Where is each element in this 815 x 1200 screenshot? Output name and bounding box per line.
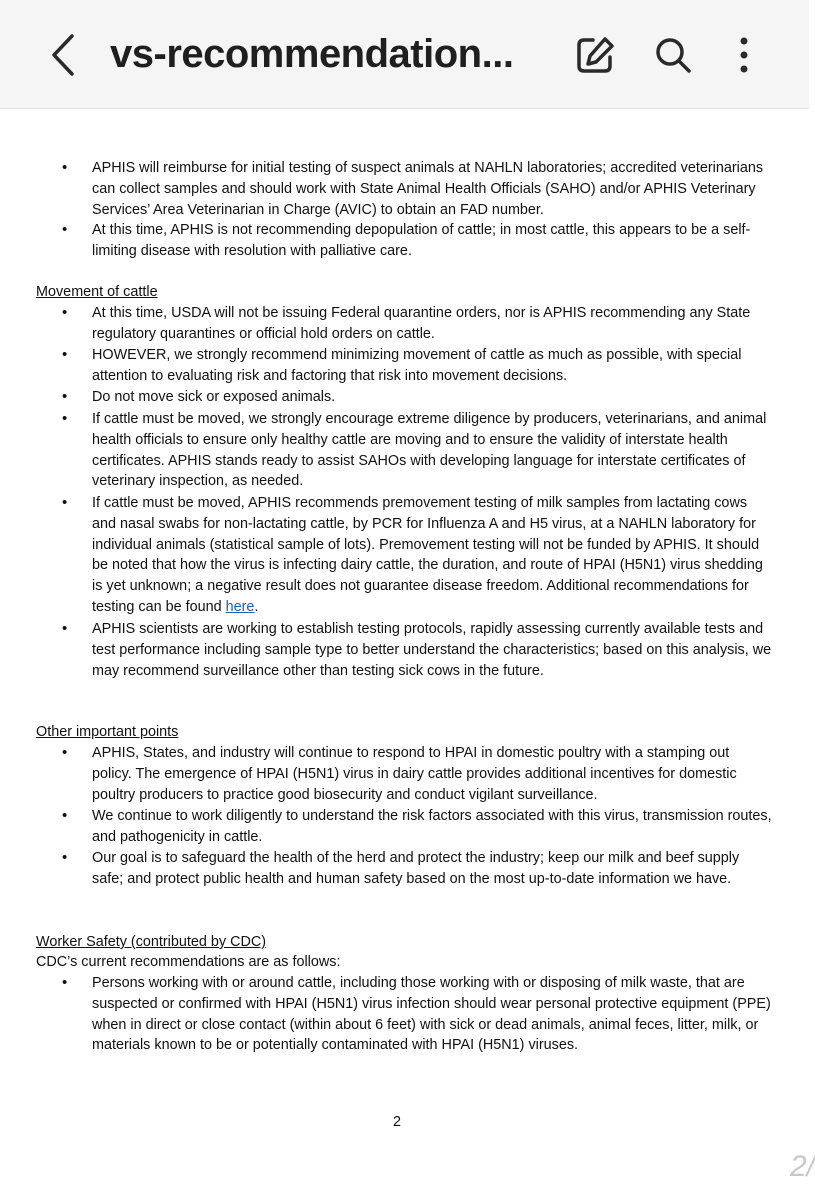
link-suffix: . (254, 598, 259, 615)
bullet-marker: • (62, 744, 68, 761)
testing-recommendations-link[interactable]: here (225, 598, 255, 615)
bullet-marker: • (62, 974, 68, 991)
more-vertical-icon (728, 34, 770, 76)
edit-pencil-icon (574, 34, 616, 76)
app-toolbar (0, 0, 809, 109)
bullet-marker: • (62, 346, 68, 363)
list-item: Our goal is to safeguard the health of the herd and protect the industry; keep our milk and beef supply safe; and protect public health and human safety based on the most up-to-date information we have. (92, 850, 740, 887)
list-item: At this time, APHIS is not recommending depopulation of cattle; in most cattle, this appears to be a self-limiting disease with resolution with palliative care. (92, 222, 751, 259)
page-number: 2 (392, 1114, 401, 1130)
edit-button[interactable] (574, 34, 616, 76)
bullet-marker: • (62, 304, 68, 321)
page-indicator: 2/ (790, 1150, 815, 1183)
document-title: vs-recommendation... (110, 32, 514, 76)
document-page (0, 109, 809, 1200)
list-item: We continue to work diligently to understand the risk factors associated with this virus, transmission routes, and pathogenicity in cattle. (92, 808, 772, 845)
list-item: APHIS scientists are working to establish testing protocols, rapidly assessing currently available tests and test performance including sample type to better understand the characteristics; based on this analysis, we may recommend surveillance other than testing sick cows in the future. (92, 621, 772, 679)
list-item: If cattle must be moved, we strongly encourage extreme diligence by producers, veterinarians, and animal health officials to ensure only healthy cattle are moving and to ensure the validity of interstate health certificates. APHIS stands ready to assist SAHOs with developing language for interstate certificates of veterinary inspection, as needed. (92, 411, 767, 490)
chevron-left-icon (44, 30, 84, 80)
worker-safety-intro: CDC’s current recommendations are as follows: (36, 954, 341, 970)
back-button[interactable] (44, 30, 84, 80)
bullet-marker: • (62, 410, 68, 427)
bullet-marker: • (62, 494, 68, 511)
section-heading-other: Other important points (36, 724, 179, 740)
bullet-marker: • (62, 388, 68, 405)
bullet-marker: • (62, 159, 68, 176)
bullet-marker: • (62, 620, 68, 637)
list-item: At this time, USDA will not be issuing Federal quarantine orders, nor is APHIS recommending any State regulatory quarantines or official hold orders on cattle. (92, 305, 751, 342)
list-item: Do not move sick or exposed animals. (92, 389, 336, 405)
more-options-button[interactable] (728, 34, 770, 76)
list-item: HOWEVER, we strongly recommend minimizing movement of cattle as much as possible, with special attention to evaluating risk and factoring that risk into movement decisions. (92, 347, 742, 384)
list-item: Persons working with or around cattle, including those working with or disposing of milk waste, that are suspected or confirmed with HPAI (H5N1) virus infection should wear personal protective equipment (PPE) when in direct or close contact (within about 6 feet) with sick or dead animals, animal feces, litter, milk, or materials known to be or potentially contaminated with HPAI (H5N1) viruses. (92, 975, 771, 1054)
section-heading-movement: Movement of cattle (36, 284, 158, 300)
bullet-marker: • (62, 221, 68, 238)
section-heading-worker-safety: Worker Safety (contributed by CDC) (36, 934, 267, 950)
list-item: APHIS will reimburse for initial testing of suspect animals at NAHLN laboratories; accredited veterinarians can collect samples and should work with State Animal Health Officials (SAHO) and/or APHIS Veterinary Services’ Area Veterinarian in Charge (AVIC) to obtain an FAD number. (92, 160, 764, 218)
search-icon (652, 34, 694, 76)
list-item: APHIS, States, and industry will continue to respond to HPAI in domestic poultry with a stamping out policy. The emergence of HPAI (H5N1) virus in dairy cattle provides additional incentives for domestic poultry producers to practice good biosecurity and conduct vigilant surveillance. (92, 745, 737, 803)
list-item (92, 493, 772, 618)
bullet-marker: • (62, 807, 68, 824)
list-item-text: If cattle must be moved, APHIS recommends premovement testing of milk samples from lactating cows and nasal swabs for non-lactating cattle, by PCR for Influenza A and H5 virus, at a NAHLN laboratory for individual animals (statistical sample of lots). Premovement testing will not be funded by APHIS. It should be noted that how the virus is infecting dairy cattle, the duration, and route of HPAI (H5N1) virus shedding is yet unknown; a negative result does not guarantee disease freedom. Additional recommendations for testing can be found (92, 495, 763, 615)
bullet-marker: • (62, 849, 68, 866)
search-button[interactable] (652, 34, 694, 76)
